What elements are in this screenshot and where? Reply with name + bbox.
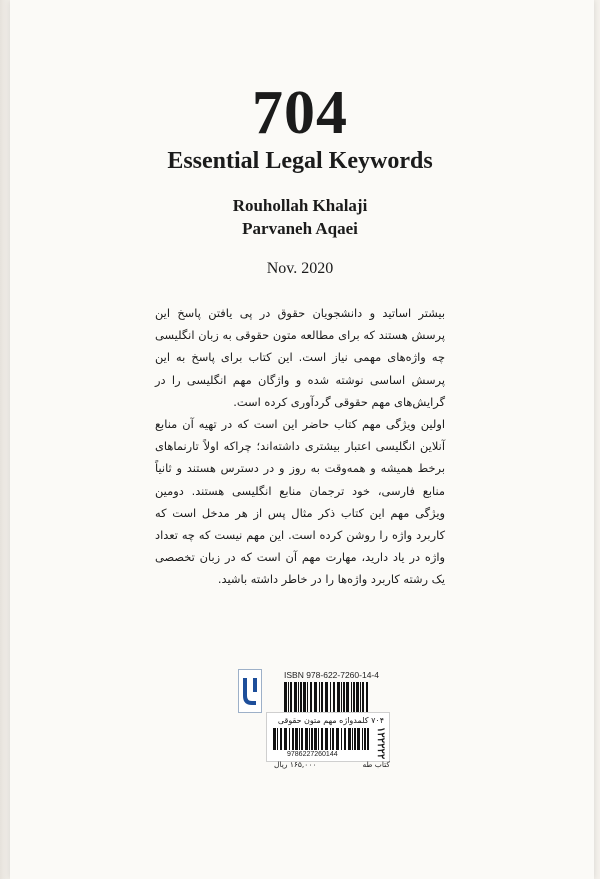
sticker-title: ۷۰۴ کلمدواژه مهم متون حقوقی [277,716,384,725]
price-line [270,760,394,772]
book-number: 704 [252,79,348,147]
blurb-paragraph-1: بیشتر اساتید و دانشجویان حقوق در پی یافتن پاسخ این پرسش هستند که برای مطالعه متون حقوقی به زبان انگلیسی چه واژه‌های مهمی نیاز است. این کتاب برای پاسخ به این پرسش اساسی نوشته شده و واژگان مهم انگلیسی را در گرایش‌های مهم حقوقی گردآوری کرده است. [155,306,445,409]
isbn-label: ISBN 978-622-7260-14-4 [284,670,379,680]
blurb-paragraph-2: اولین ویژگی مهم کتاب حاضر این است که در تهیه آن منابع آنلاین انگلیسی اعتبار بیشتری داشته‌اند؛ چراکه اولاً تارنماهای برخط همیشه و همه‌وقت به روز و در دسترس هستند و ثانیاً منابع فارسی، خود ترجمان منابع انگلیسی هستند. دومین ویژگی مهم این کتاب ذکر مثال پس از هر مدخل است که کاربرد واژه را روشن کرده است. این مهم نیست که چه تعداد واژه در یاد دارید، مهارت مهم آن است که در زبان تخصصی یک رشته کاربرد واژه‌ها را در خاطر داشته باشید. [155,417,445,587]
sticker-barcode-number: 9786227260144 [287,751,338,758]
publisher-logo-icon [238,669,262,713]
price-value: ۱۶۵,۰۰۰ ریال [274,760,317,769]
price-sticker [266,712,390,762]
sticker-code: ۱۲۲۲۲۲ [375,727,386,760]
isbn-barcode [284,682,368,712]
author-2: Parvaneh Aqaei [242,219,358,238]
publication-date: Nov. 2020 [266,260,334,277]
book-title: Essential Legal Keywords [167,148,433,174]
publisher-label: کتاب طه [362,760,390,769]
sticker-barcode [273,728,369,750]
persian-blurb [155,302,445,591]
author-1: Rouhollah Khalaji [232,196,368,215]
